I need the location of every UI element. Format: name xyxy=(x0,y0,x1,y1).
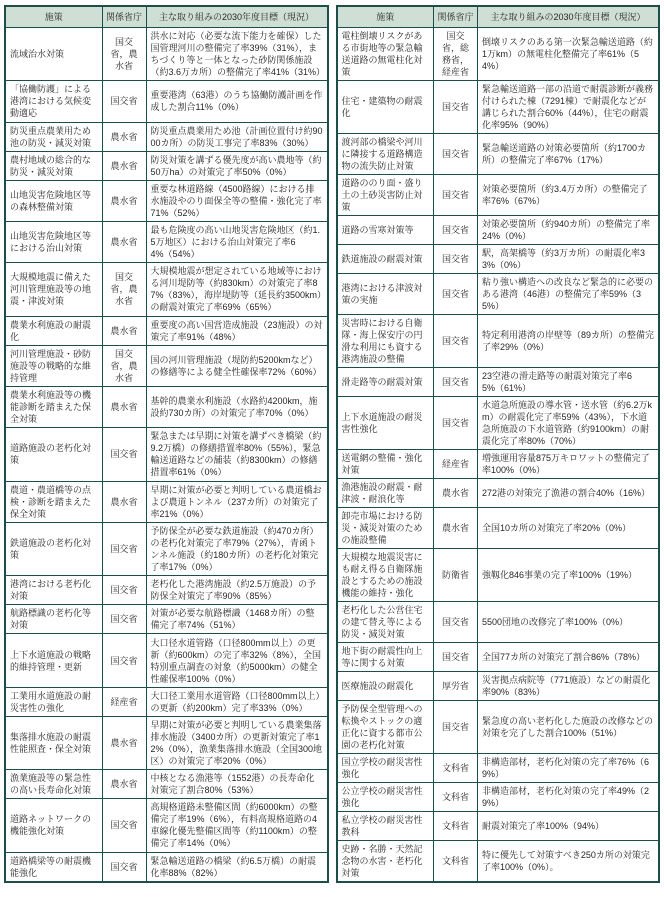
measure-cell: 老朽化した公営住宅の建て替え等による防災・減災対策 xyxy=(337,602,434,643)
table-row xyxy=(337,134,660,175)
target-cell: 予防保全が必要な鉄道施設（約470カ所）の老朽化対策完了率79%（27%），青函トンネル施設（約180カ所）の老朽化対策完了率17%（0%） xyxy=(146,522,328,575)
ministry-cell: 農水省 xyxy=(102,122,146,151)
ministry-cell: 国交省，農水省 xyxy=(102,263,146,316)
target-cell: 対策必要箇所（約940カ所）の整備完了率24%（0%） xyxy=(478,216,660,245)
table-row xyxy=(337,245,660,274)
col-header-target: 主な取り組みの2030年度目標（現況） xyxy=(146,6,328,28)
table-row xyxy=(337,841,660,883)
target-cell: 強靱化846事業の完了率100%（19%） xyxy=(478,549,660,602)
ministry-cell: 国交省，農水省 xyxy=(102,345,146,386)
table-row xyxy=(337,783,660,812)
table-row xyxy=(5,481,328,522)
measure-cell: 公立学校の耐災害性強化 xyxy=(337,783,434,812)
measure-cell: 工業用水道施設の耐災害性の強化 xyxy=(5,687,102,716)
ministry-cell: 厚労省 xyxy=(434,672,478,701)
measure-cell: 国立学校の耐災害性強化 xyxy=(337,754,434,783)
table-row xyxy=(5,576,328,605)
ministry-cell: 文科省 xyxy=(434,754,478,783)
target-cell: 早期に対策が必要と判明している農道橋および農道トンネル（237カ所）の対策完了率21%（0%） xyxy=(146,481,328,522)
ministry-cell: 国交省 xyxy=(102,634,146,687)
table-row xyxy=(5,263,328,316)
table-row xyxy=(337,28,660,81)
ministry-cell: 防衛省 xyxy=(434,549,478,602)
ministry-cell: 経産省 xyxy=(102,687,146,716)
measure-cell: 滑走路等の耐震対策 xyxy=(337,368,434,397)
measure-cell: 農業水利施設の耐震化 xyxy=(5,316,102,345)
measure-cell: 航路標識の老朽化等対策 xyxy=(5,605,102,634)
measure-cell: 災害時における自衛隊・海上保安庁の円滑な利用にも資する港湾施設の整備 xyxy=(337,315,434,368)
measure-cell: 大規模な地震災害にも耐え得る自衛隊施設とするための施設機能の維持・強化 xyxy=(337,549,434,602)
table-row xyxy=(337,812,660,841)
target-cell: 大規模地震が想定されている地域等における河川堤防等（約830km）の対策完了率87%（83%），海岸堤防等（延長約3500km）の耐震対策完了率69%（65%） xyxy=(146,263,328,316)
target-cell: 災害拠点病院等（771施設）などの耐震化率90%（83%） xyxy=(478,672,660,701)
target-cell: 重要な林道路線（4500路線）における排水施設やのり面保全等の整備・強化完了率71%（52%） xyxy=(146,180,328,221)
measures-table-left xyxy=(4,5,329,883)
ministry-cell: 農水省 xyxy=(102,770,146,799)
measure-cell: 農業水利施設等の機能診断を踏まえた保全対策 xyxy=(5,387,102,428)
table-row xyxy=(337,701,660,754)
measure-cell: 上下水道施設の耐災害性強化 xyxy=(337,397,434,450)
header-row xyxy=(337,6,660,28)
target-cell: 全国10カ所の対策完了率20%（0%） xyxy=(478,508,660,549)
measure-cell: 史跡・名勝・天然記念物の水害・老朽化対策 xyxy=(337,841,434,883)
table-row xyxy=(5,716,328,769)
table-row xyxy=(337,175,660,216)
measure-cell: 鉄道施設の耐震対策 xyxy=(337,245,434,274)
target-cell: 防災重点農業用ため池（計画位置付け約9000カ所）の防災工事完了率83%（30%） xyxy=(146,122,328,151)
target-cell: 大口径水道管路（口径800mm以上）の更新（約600km）の完了率32%（8%），全国特別重点調査の対象（約5000km）の健全性確保率100%（0%） xyxy=(146,634,328,687)
col-header-measure: 施策 xyxy=(5,6,102,28)
measure-cell: 電柱倒壊リスクがある市街地等の緊急輸送道路の無電柱化対策 xyxy=(337,28,434,81)
measure-cell: 大規模地震に備えた河川管理施設等の地震・津波対策 xyxy=(5,263,102,316)
table-row xyxy=(5,28,328,81)
measure-cell: 道路ののり面・盛り土の土砂災害防止対策 xyxy=(337,175,434,216)
table-row xyxy=(337,216,660,245)
measure-cell: 道路施設の老朽化対策 xyxy=(5,428,102,481)
measures-table-right xyxy=(336,5,661,883)
table-row xyxy=(337,397,660,450)
ministry-cell: 国交省 xyxy=(434,134,478,175)
measure-cell: 道路の雪寒対策等 xyxy=(337,216,434,245)
target-cell: 高規格道路未整備区間（約6000km）の整備完了率19%（6%），有料高規格道路の4車線化優先整備区間等（約1100km）の整備完了率14%（0%） xyxy=(146,799,328,852)
table-row xyxy=(337,450,660,479)
ministry-cell: 国交省 xyxy=(434,602,478,643)
measure-cell: 渡河部の橋梁や河川に隣接する道路構造物の流失防止対策 xyxy=(337,134,434,175)
target-cell: 特定利用港湾の岸壁等（89カ所）の整備完了率29%（0%） xyxy=(478,315,660,368)
ministry-cell: 農水省 xyxy=(434,508,478,549)
ministry-cell: 農水省 xyxy=(102,387,146,428)
measure-cell: 流域治水対策 xyxy=(5,28,102,81)
table-row xyxy=(337,643,660,672)
ministry-cell: 国交省 xyxy=(434,397,478,450)
table-row xyxy=(5,180,328,221)
target-cell: 防災対策を講ずる優先度が高い農地等（約50万ha）の対策完了率50%（0%） xyxy=(146,151,328,180)
measure-cell: 集落排水施設の耐震性能照査・保全対策 xyxy=(5,716,102,769)
target-cell: 272港の対策完了漁港の割合40%（16%） xyxy=(478,479,660,508)
measure-cell: 道路橋梁等の耐震機能強化 xyxy=(5,852,102,882)
table-row xyxy=(5,852,328,882)
measure-cell: 予防保全型管理への転換やストックの適正化に資する都市公園の老朽化対策 xyxy=(337,701,434,754)
ministry-cell: 国交省 xyxy=(434,368,478,397)
target-cell: 水道急所施設の導水管・送水管（約6.2万km）の耐震化完了率59%（43%），下水道急所施設の下水道管路（約9100km）の耐震化完了率80%（70%） xyxy=(478,397,660,450)
table-row xyxy=(337,672,660,701)
measure-cell: 上下水道施設の戦略的維持管理・更新 xyxy=(5,634,102,687)
header-row xyxy=(5,6,328,28)
target-cell: 緊急輸送道路の橋梁（約6.5万橋）の耐震化率88%（82%） xyxy=(146,852,328,882)
target-cell: 非構造部材，老朽化対策の完了率76%（69%） xyxy=(478,754,660,783)
target-cell: 全国77カ所の対策完了割合86%（78%） xyxy=(478,643,660,672)
measure-cell: 鉄道施設の老朽化対策 xyxy=(5,522,102,575)
ministry-cell: 国交省，総務省，経産省 xyxy=(434,28,478,81)
target-cell: 非構造部材，老朽化対策の完了率49%（29%） xyxy=(478,783,660,812)
measure-cell: 漁港施設の耐震・耐津波・耐浪化等 xyxy=(337,479,434,508)
target-cell: 対策が必要な航路標識（1468カ所）の整備完了率74%（51%） xyxy=(146,605,328,634)
measure-cell: 山地災害危険地区等の森林整備対策 xyxy=(5,180,102,221)
table-row xyxy=(337,508,660,549)
table-row xyxy=(337,368,660,397)
ministry-cell: 国交省 xyxy=(102,605,146,634)
target-cell: 粘り強い構造への改良など緊急的に必要のある港湾（46港）の整備完了率59%（35%） xyxy=(478,274,660,315)
measure-cell: 送電網の整備・強化対策 xyxy=(337,450,434,479)
ministry-cell: 国交省 xyxy=(102,852,146,882)
table-row xyxy=(5,634,328,687)
measure-cell: 卸売市場における防災・減災対策のための施設整備 xyxy=(337,508,434,549)
target-cell: 緊急輸送道路一部の沿道で耐震診断が義務付けられた棟（7291棟）で耐震化などが講じられた割合60%（44%），住宅の耐震化率95%（90%） xyxy=(478,81,660,134)
col-header-ministry: 関係省庁 xyxy=(434,6,478,28)
measure-cell: 住宅・建築物の耐震化 xyxy=(337,81,434,134)
ministry-cell: 農水省 xyxy=(102,716,146,769)
col-header-measure: 施策 xyxy=(337,6,434,28)
ministry-cell: 農水省 xyxy=(102,222,146,263)
table-row xyxy=(5,770,328,799)
table-row xyxy=(337,602,660,643)
table-row xyxy=(337,81,660,134)
measure-cell: 「協働防護」による港湾における気候変動適応 xyxy=(5,81,102,122)
ministry-cell: 国交省 xyxy=(102,799,146,852)
ministry-cell: 国交省 xyxy=(434,315,478,368)
target-cell: 大口径工業用水道管路（口径800mm以上）の更新（約200km）完了率33%（0%） xyxy=(146,687,328,716)
target-cell: 増強運用容量875万キロワットの整備完了率100%（0%） xyxy=(478,450,660,479)
table-row xyxy=(5,345,328,386)
ministry-cell: 国交省 xyxy=(434,274,478,315)
ministry-cell: 国交省 xyxy=(434,701,478,754)
ministry-cell: 国交省 xyxy=(434,245,478,274)
measure-cell: 山地災害危険地区等における治山対策 xyxy=(5,222,102,263)
table-row xyxy=(5,222,328,263)
target-cell: 重要港湾（63港）のうち協働防護計画を作成した割合11%（0%） xyxy=(146,81,328,122)
col-header-target: 主な取り組みの2030年度目標（現況） xyxy=(478,6,660,28)
table-row xyxy=(5,81,328,122)
target-cell: 国の河川管理施設（堤防約5200kmなど）の修繕等による健全性確保率72%（60%） xyxy=(146,345,328,386)
measure-cell: 防災重点農業用ため池の防災・減災対策 xyxy=(5,122,102,151)
table-row xyxy=(5,151,328,180)
target-cell: 対策必要箇所（約3.4万カ所）の整備完了率76%（67%） xyxy=(478,175,660,216)
table-row xyxy=(337,315,660,368)
measure-cell: 港湾における老朽化対策 xyxy=(5,576,102,605)
target-cell: 基幹的農業水利施設（水路約4200km，施設約730カ所）の対策完了率70%（0%） xyxy=(146,387,328,428)
ministry-cell: 文科省 xyxy=(434,783,478,812)
target-cell: 早期に対策が必要と判明している農業集落排水施設（3400カ所）の更新対策完了率12%（0%），漁業集落排水施設（全国300地区）の対策完了率20%（0%） xyxy=(146,716,328,769)
table-row xyxy=(5,799,328,852)
measure-cell: 漁業施設等の緊急性の高い長寿命化対策 xyxy=(5,770,102,799)
ministry-cell: 国交省 xyxy=(434,175,478,216)
target-cell: 23空港の滑走路等の耐震対策完了率65%（61%） xyxy=(478,368,660,397)
target-cell: 最も危険度の高い山地災害危険地区（約1.5万地区）における治山対策完了率64%（54%） xyxy=(146,222,328,263)
table-row xyxy=(5,605,328,634)
ministry-cell: 国交省 xyxy=(434,81,478,134)
measure-cell: 農村地域の総合的な防災・減災対策 xyxy=(5,151,102,180)
target-cell: 特に優先して対策すべき250カ所の対策完了率100%（0%）。 xyxy=(478,841,660,883)
target-cell: 緊急または早期に対策を講ずべき橋梁（約9.2万橋）の修繕措置率80%（55%），緊急輸送道路などの舗装（約8300km）の修繕措置率61%（0%） xyxy=(146,428,328,481)
ministry-cell: 農水省 xyxy=(102,481,146,522)
ministry-cell: 国交省 xyxy=(102,522,146,575)
ministry-cell: 農水省 xyxy=(102,180,146,221)
target-cell: 重要度の高い国営造成施設（23施設）の対策完了率91%（48%） xyxy=(146,316,328,345)
target-cell: 老朽化した港湾施設（約2.5万施設）の予防保全対策完了率90%（85%） xyxy=(146,576,328,605)
ministry-cell: 国交省 xyxy=(102,576,146,605)
ministry-cell: 農水省 xyxy=(102,151,146,180)
ministry-cell: 国交省 xyxy=(434,216,478,245)
table-row xyxy=(5,522,328,575)
target-cell: 駅，高架橋等（約3万カ所）の耐震化率33%（0%） xyxy=(478,245,660,274)
target-cell: 緊急度の高い老朽化した施設の改修などの対策を完了した割合100%（51%） xyxy=(478,701,660,754)
ministry-cell: 国交省 xyxy=(102,81,146,122)
ministry-cell: 農水省 xyxy=(102,316,146,345)
measure-cell: 河川管理施設・砂防施設等の戦略的な維持管理 xyxy=(5,345,102,386)
measure-cell: 道路ネットワークの機能強化対策 xyxy=(5,799,102,852)
ministry-cell: 文科省 xyxy=(434,841,478,883)
ministry-cell: 経産省 xyxy=(434,450,478,479)
target-cell: 倒壊リスクのある第一次緊急輸送道路（約1万km）の無電柱化整備完了率61%（54%） xyxy=(478,28,660,81)
target-cell: 洪水に対応（必要な流下能力を確保）した国管理河川の整備完了率39%（31%），まちづくり等と一体となった砂防関係施設（約3.6万カ所）の整備完了率41%（31%） xyxy=(146,28,328,81)
table-row xyxy=(337,549,660,602)
col-header-ministry: 関係省庁 xyxy=(102,6,146,28)
ministry-cell: 国交省，農水省 xyxy=(102,28,146,81)
table-row xyxy=(5,122,328,151)
measure-cell: 医療施設の耐震化 xyxy=(337,672,434,701)
ministry-cell: 国交省 xyxy=(434,643,478,672)
target-cell: 耐震対策完了率100%（94%） xyxy=(478,812,660,841)
target-cell: 緊急輸送道路の対策必要箇所（約1700カ所）の整備完了率67%（17%） xyxy=(478,134,660,175)
table-row xyxy=(337,479,660,508)
table-row xyxy=(5,387,328,428)
target-cell: 中核となる漁港等（1552港）の長寿命化対策完了割合80%（53%） xyxy=(146,770,328,799)
target-cell: 5500団地の改修完了率100%（0%） xyxy=(478,602,660,643)
measure-cell: 私立学校の耐災害性教科 xyxy=(337,812,434,841)
table-row xyxy=(5,428,328,481)
measure-cell: 港湾における津波対策の実施 xyxy=(337,274,434,315)
table-row xyxy=(337,754,660,783)
measure-cell: 地下街の耐震性向上等に関する対策 xyxy=(337,643,434,672)
table-row xyxy=(5,316,328,345)
table-row xyxy=(337,274,660,315)
ministry-cell: 農水省 xyxy=(434,479,478,508)
measure-cell: 農道・農道橋等の点検・診断を踏まえた保全対策 xyxy=(5,481,102,522)
ministry-cell: 国交省 xyxy=(102,428,146,481)
table-row xyxy=(5,687,328,716)
ministry-cell: 文科省 xyxy=(434,812,478,841)
